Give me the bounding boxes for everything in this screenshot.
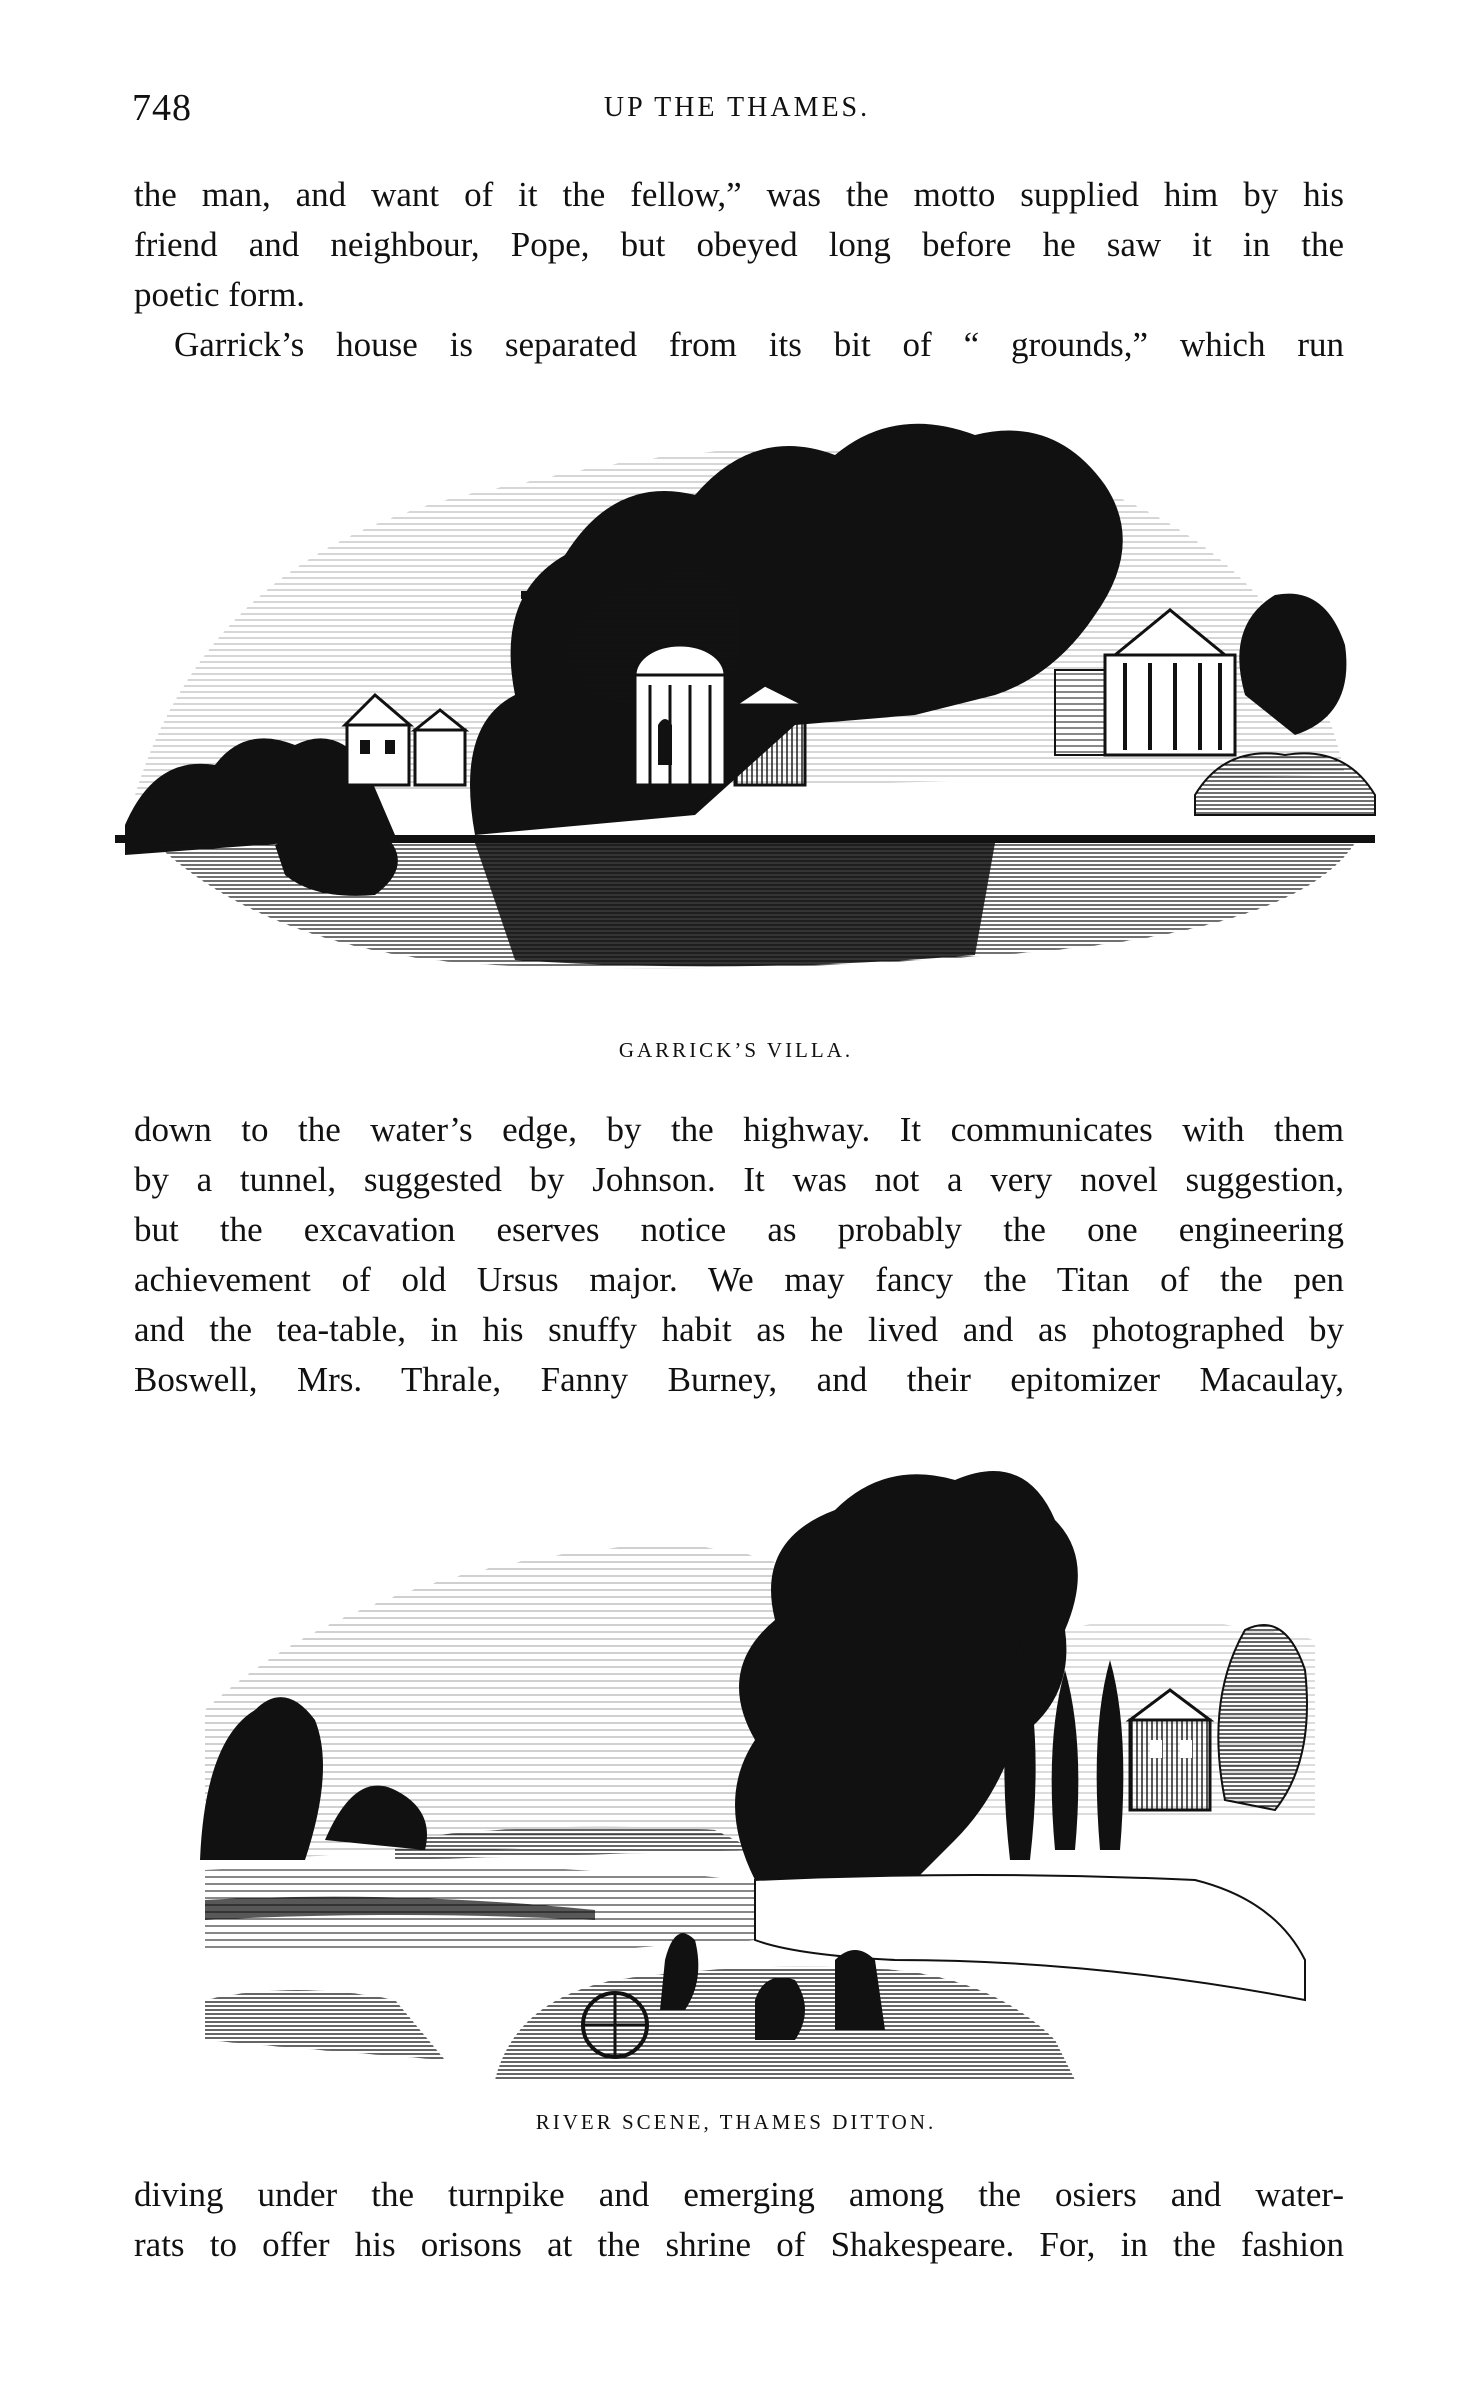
river-scene-illustration (195, 1440, 1325, 2080)
text-line: diving under the turnpike and emerging among the osiers and water- (134, 2175, 1344, 2214)
text-line: rats to offer his orisons at the shrine of Shakespeare. For, in the fashion (134, 2225, 1344, 2264)
text-line: the man, and want of it the fellow,” was the motto supplied him by his (134, 175, 1344, 214)
page-number: 748 (132, 87, 192, 129)
paragraph-4 (134, 2170, 1344, 2270)
text-line: but the excavation eserves notice as probably the one engineering (134, 1210, 1344, 1249)
text-line: achievement of old Ursus major. We may fancy the Titan of the pen (134, 1260, 1344, 1299)
paragraph-1 (134, 170, 1344, 320)
running-title: UP THE THAMES. (603, 92, 871, 123)
paragraph-2 (134, 320, 1344, 370)
text-line: poetic form. (134, 275, 306, 314)
text-line: friend and neighbour, Pope, but obeyed long before he saw it in the (134, 225, 1344, 264)
text-line: by a tunnel, suggested by Johnson. It was not a very novel suggestion, (134, 1160, 1344, 1199)
engraving-garricks-villa (95, 395, 1385, 995)
figure-caption: GARRICK’S VILLA. (618, 1038, 854, 1062)
figure-caption: RIVER SCENE, THAMES DITTON. (535, 2110, 937, 2134)
garricks-villa-illustration (95, 395, 1385, 995)
text-line: Garrick’s house is separated from its bit of “ grounds,” which run (174, 325, 1344, 364)
text-line: and the tea-table, in his snuffy habit as he lived and as photographed by (134, 1310, 1344, 1349)
paragraph-3 (134, 1105, 1344, 1405)
running-head (132, 86, 1342, 136)
engraving-river-scene (195, 1440, 1325, 2080)
text-line: Boswell, Mrs. Thrale, Fanny Burney, and their epitomizer Macaulay, (134, 1360, 1344, 1399)
text-line: down to the water’s edge, by the highway. It communicates with them (134, 1110, 1344, 1149)
